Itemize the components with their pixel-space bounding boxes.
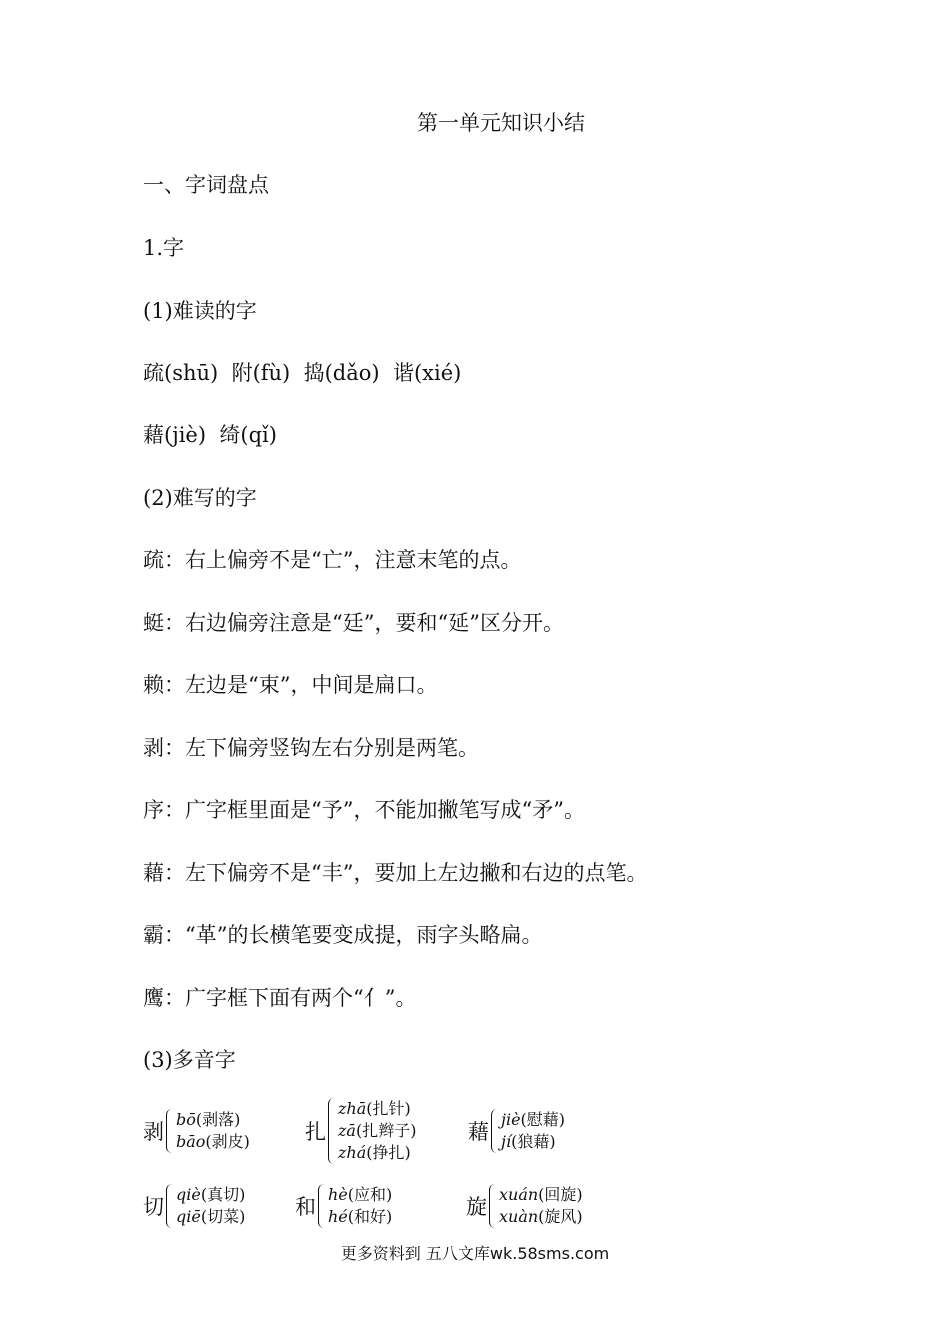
hard-to-read-line-1: 疏(shū) 附(fù) 捣(dǎo) 谐(xié): [143, 361, 462, 385]
hard-to-write-item: 序：广字框里面是“予”，不能加撇笔写成“矛”。: [143, 798, 585, 822]
polyphonic-reading: zhā(扎针): [338, 1099, 411, 1118]
polyphonic-group: [466, 1184, 583, 1228]
polyphonic-group: [305, 1098, 416, 1164]
polyphonic-group: [295, 1184, 392, 1228]
hard-to-write-item: 赖：左边是“束”，中间是扁口。: [143, 673, 438, 697]
polyphonic-char: 旋: [466, 1195, 487, 1219]
polyphonic-char: 藉: [468, 1120, 489, 1144]
polyphonic-reading: hè(应和): [328, 1185, 393, 1204]
polyphonic-reading: hé(和好): [328, 1207, 393, 1226]
hard-to-write-item: 剥：左下偏旁竖钩左右分别是两笔。: [143, 736, 479, 760]
polyphonic-char: 切: [143, 1195, 164, 1219]
polyphonic-reading: zā(扎辫子): [338, 1121, 417, 1140]
hard-to-read-line-2: 藉(jiè) 绮(qǐ): [143, 423, 277, 447]
polyphonic-reading: bāo(剥皮): [176, 1132, 250, 1151]
page-title: 第一单元知识小结: [417, 111, 585, 135]
polyphonic-reading: jiè(慰藉): [501, 1110, 566, 1129]
footer-link-text: 更多资料到 五八文库wk.58sms.com: [340, 1244, 610, 1263]
heading-polyphonic: (3)多音字: [143, 1048, 236, 1072]
polyphonic-char: 剥: [143, 1120, 164, 1144]
polyphonic-reading: xuán(回旋): [499, 1185, 583, 1204]
polyphonic-reading: xuàn(旋风): [499, 1207, 583, 1226]
heading-hard-to-read: (1)难读的字: [143, 299, 257, 323]
heading-hard-to-write: (2)难写的字: [143, 486, 257, 510]
polyphonic-reading: qiè(真切): [176, 1185, 246, 1204]
hard-to-write-item: 疏：右上偏旁不是“亡”，注意末笔的点。: [143, 548, 522, 572]
hard-to-write-item: 藉：左下偏旁不是“丰”，要加上左边撇和右边的点笔。: [143, 861, 648, 885]
subheading-characters: 1.字: [143, 236, 185, 260]
polyphonic-char: 扎: [305, 1120, 326, 1144]
polyphonic-group: [143, 1184, 245, 1228]
polyphonic-reading: zhá(挣扎): [338, 1143, 411, 1162]
polyphonic-group: [143, 1109, 250, 1153]
hard-to-write-item: 蜓：右边偏旁注意是“廷”，要和“延”区分开。: [143, 611, 564, 635]
hard-to-write-item: 鹰：广字框下面有两个“亻”。: [143, 986, 417, 1010]
hard-to-write-item: 霸：“革”的长横笔要变成提，雨字头略扁。: [143, 923, 543, 947]
polyphonic-char: 和: [295, 1195, 316, 1219]
polyphonic-reading: jí(狼藉): [501, 1132, 556, 1151]
section-heading-word-review: 一、字词盘点: [143, 173, 269, 197]
polyphonic-group: [468, 1109, 565, 1153]
polyphonic-reading: qiē(切菜): [176, 1207, 246, 1226]
polyphonic-reading: bō(剥落): [176, 1110, 241, 1129]
